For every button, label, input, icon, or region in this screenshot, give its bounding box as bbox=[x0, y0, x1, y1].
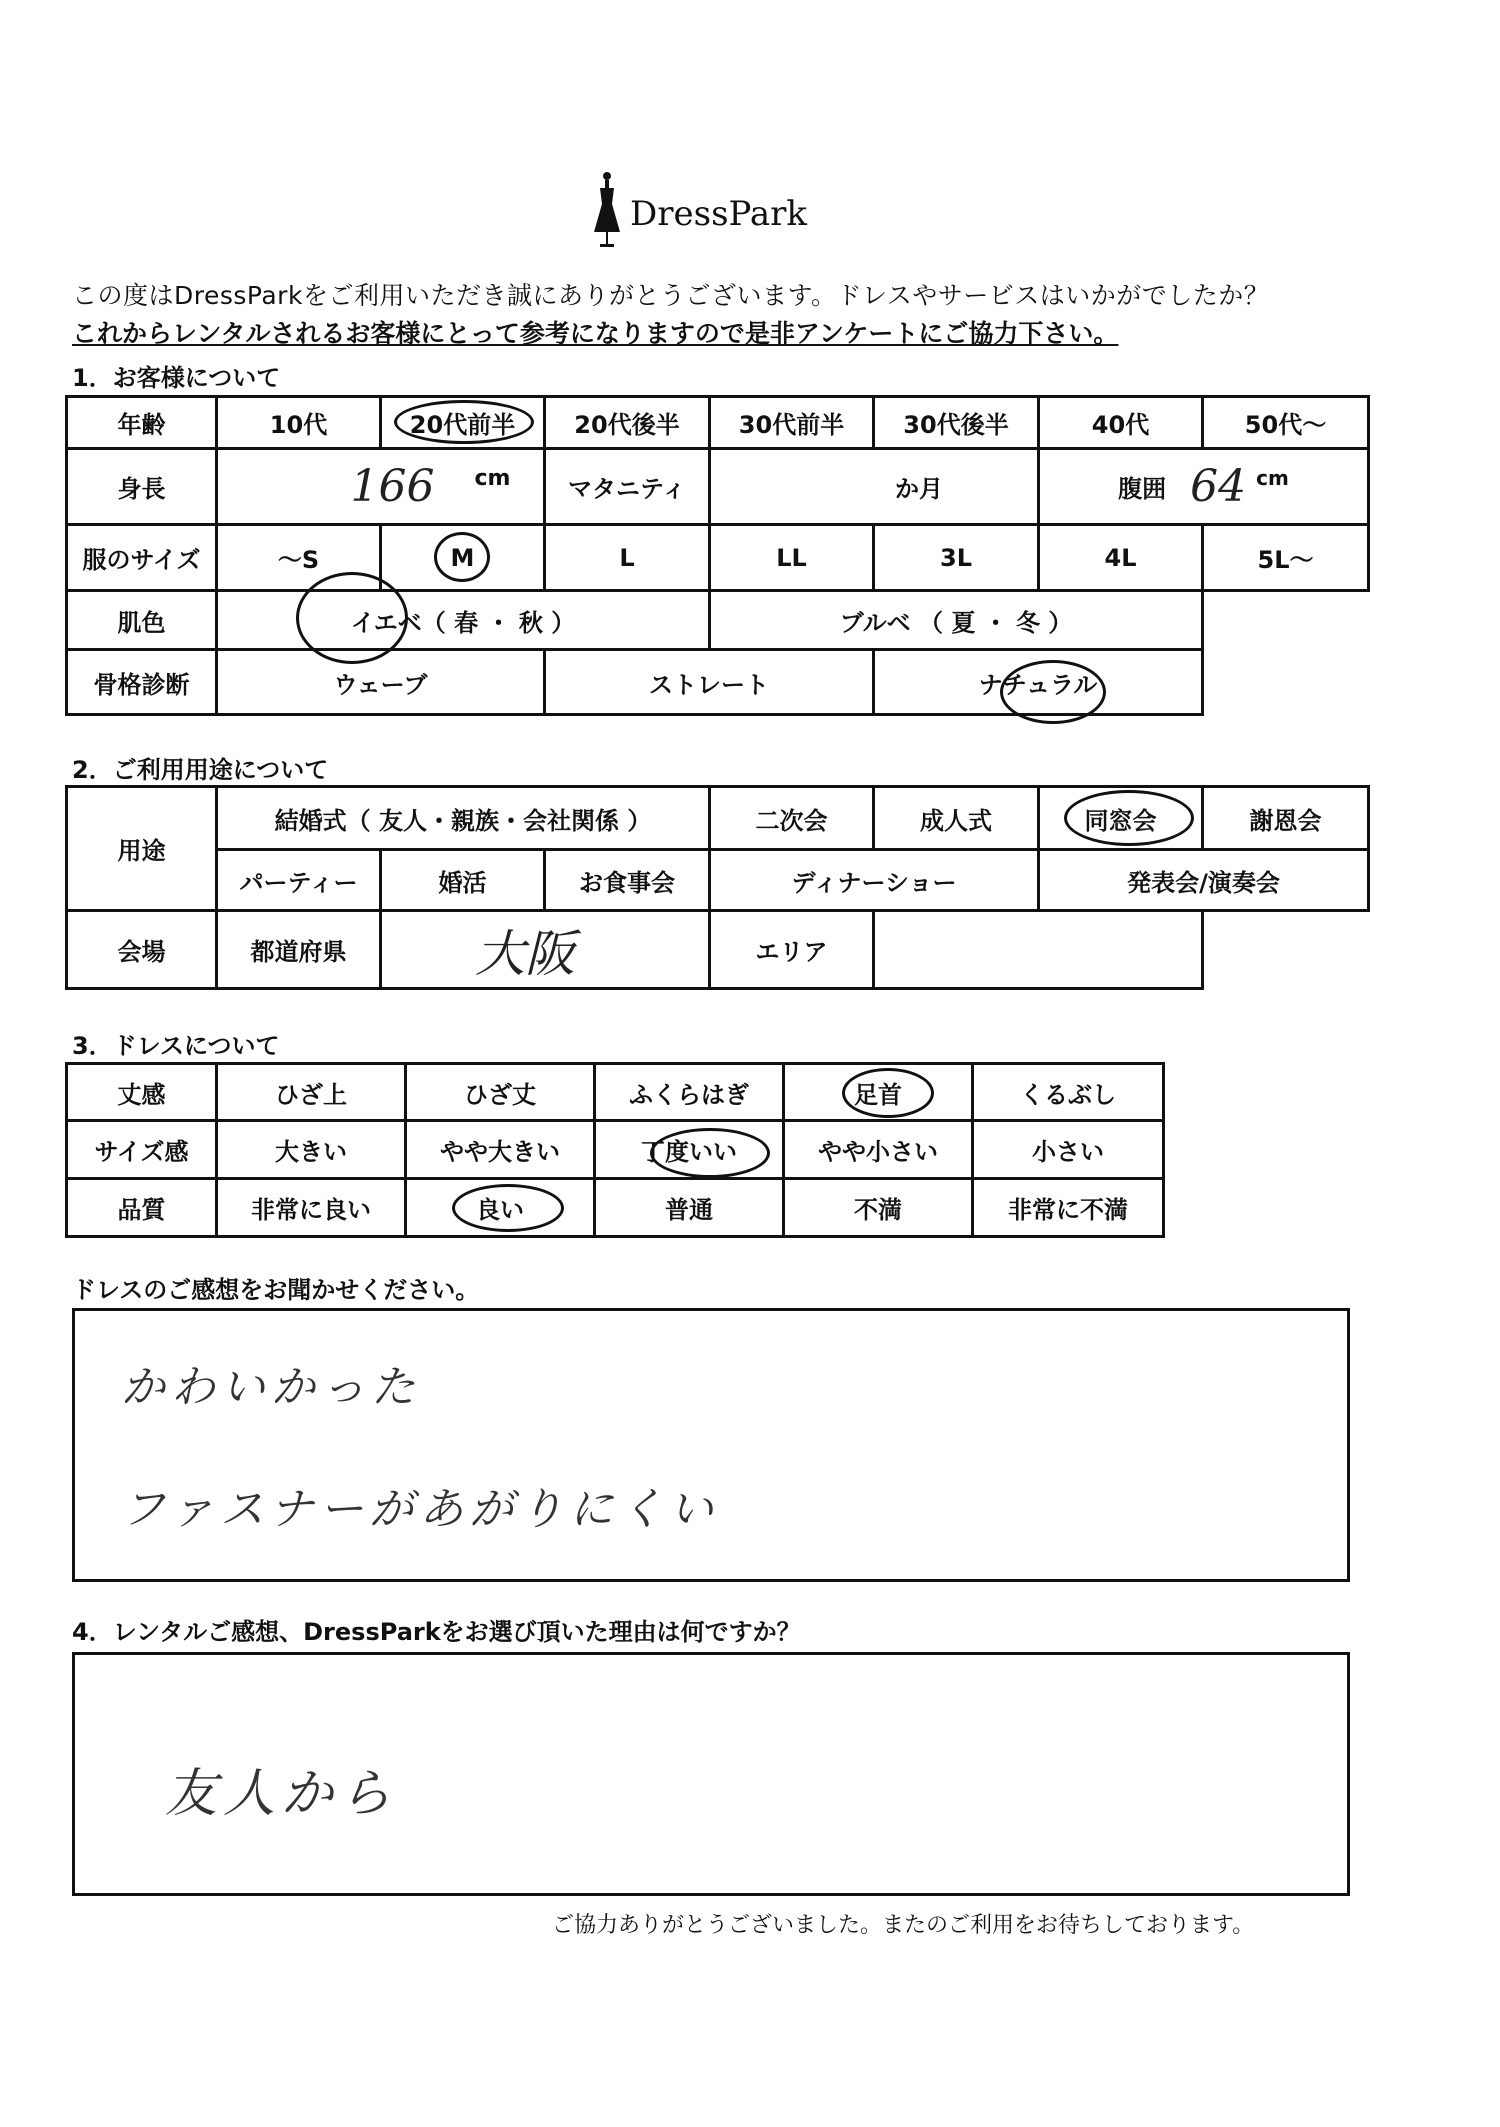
skin-label: 肌色 bbox=[65, 589, 218, 651]
area-field bbox=[872, 909, 1204, 990]
height-value: 166 bbox=[350, 461, 435, 512]
height-field bbox=[215, 447, 546, 526]
age-option: 30代後半 bbox=[872, 395, 1040, 450]
age-option: 10代 bbox=[215, 395, 382, 450]
dress-comment-box bbox=[72, 1308, 1350, 1582]
dress-option: 非常に不満 bbox=[971, 1177, 1165, 1238]
dress-icon bbox=[590, 170, 624, 252]
size-option: 3L bbox=[872, 523, 1040, 592]
dress-comment-line2: ファスナーがあがりにくい bbox=[121, 1484, 720, 1535]
waist-value: 64 bbox=[1190, 461, 1247, 512]
venue-label: 会場 bbox=[65, 909, 218, 990]
prefecture-label: 都道府県 bbox=[215, 909, 382, 990]
size-option: 4L bbox=[1037, 523, 1204, 592]
height-unit: cm bbox=[474, 466, 511, 491]
purpose-option: 発表会/演奏会 bbox=[1037, 848, 1370, 912]
size-option: LL bbox=[708, 523, 875, 592]
skin-option-blue: ブルベ （ 夏 ・ 冬 ） bbox=[708, 589, 1204, 651]
months-unit: か月 bbox=[895, 475, 943, 503]
purpose-option: 結婚式（ 友人・親族・会社関係 ） bbox=[215, 785, 711, 851]
area-label: エリア bbox=[708, 909, 875, 990]
age-label: 年齢 bbox=[65, 395, 218, 450]
size-option: 5L〜 bbox=[1201, 523, 1370, 592]
dress-row-label: 品質 bbox=[65, 1177, 218, 1238]
purpose-option: 成人式 bbox=[872, 785, 1040, 851]
dress-comment-prompt: ドレスのご感想をお聞かせください。 bbox=[72, 1276, 480, 1304]
footer-thanks: ご協力ありがとうございました。またのご利用をお待ちしております。 bbox=[552, 1913, 1255, 1938]
section2-title: 2．ご利用用途について bbox=[72, 756, 329, 784]
age-option: 50代〜 bbox=[1201, 395, 1370, 450]
dress-option: 不満 bbox=[782, 1177, 974, 1238]
purpose-label: 用途 bbox=[65, 785, 218, 912]
dress-option: 大きい bbox=[215, 1119, 407, 1180]
waist-label: 腹囲 bbox=[1118, 475, 1167, 503]
purpose-option: 二次会 bbox=[708, 785, 875, 851]
dress-option: 普通 bbox=[593, 1177, 785, 1238]
brand-name: DressPark bbox=[630, 194, 808, 234]
maternity-field bbox=[708, 447, 1040, 526]
section1-title: 1．お客様について bbox=[72, 364, 281, 392]
frame-option-wave: ウェーブ bbox=[215, 648, 546, 716]
age-option: 20代前半 bbox=[379, 395, 546, 450]
dress-row-label: サイズ感 bbox=[65, 1119, 218, 1180]
purpose-option: 同窓会 bbox=[1037, 785, 1204, 851]
section4-title: 4．レンタルご感想、DressParkをお選び頂いた理由は何ですか？ bbox=[72, 1618, 801, 1646]
size-label: 服のサイズ bbox=[65, 523, 218, 592]
waist-field bbox=[1037, 447, 1370, 526]
purpose-option: 婚活 bbox=[379, 848, 546, 912]
frame-option-natural: ナチュラル bbox=[872, 648, 1204, 716]
purpose-option: パーティー bbox=[215, 848, 382, 912]
purpose-option: 謝恩会 bbox=[1201, 785, 1370, 851]
reason-box bbox=[72, 1652, 1350, 1896]
size-option: M bbox=[379, 523, 546, 592]
purpose-option: ディナーショー bbox=[708, 848, 1040, 912]
maternity-label: マタニティ bbox=[543, 447, 711, 526]
dress-option: 丁度いい bbox=[593, 1119, 785, 1180]
intro-request: これからレンタルされるお客様にとって参考になりますので是非アンケートにご協力下さい。 bbox=[72, 319, 1119, 348]
purpose-option: お食事会 bbox=[543, 848, 711, 912]
prefecture-value: 大阪 bbox=[475, 924, 575, 983]
dress-row-label: 丈感 bbox=[65, 1062, 218, 1122]
age-option: 40代 bbox=[1037, 395, 1204, 450]
dress-option: やや小さい bbox=[782, 1119, 974, 1180]
dress-option: くるぶし bbox=[971, 1062, 1165, 1122]
brand-logo bbox=[590, 170, 830, 252]
waist-unit: cm bbox=[1256, 466, 1289, 490]
frame-option-straight: ストレート bbox=[543, 648, 875, 716]
dress-option: ひざ上 bbox=[215, 1062, 407, 1122]
age-option: 20代後半 bbox=[543, 395, 711, 450]
size-option: L bbox=[543, 523, 711, 592]
frame-label: 骨格診断 bbox=[65, 648, 218, 716]
prefecture-field bbox=[379, 909, 711, 990]
age-option: 30代前半 bbox=[708, 395, 875, 450]
dress-option: ひざ丈 bbox=[404, 1062, 596, 1122]
section3-title: 3．ドレスについて bbox=[72, 1032, 280, 1060]
dress-comment-line1: かわいかった bbox=[121, 1362, 421, 1413]
dress-option: 小さい bbox=[971, 1119, 1165, 1180]
size-option: 〜S bbox=[215, 523, 382, 592]
dress-option: 良い bbox=[404, 1177, 596, 1238]
dress-option: 非常に良い bbox=[215, 1177, 407, 1238]
dress-option: やや大きい bbox=[404, 1119, 596, 1180]
reason-answer: 友人から bbox=[165, 1764, 398, 1824]
dress-option: ふくらはぎ bbox=[593, 1062, 785, 1122]
intro-text: この度はDressParkをご利用いただき誠にありがとうございます。ドレスやサービスはいかがでしたか？ bbox=[72, 281, 1270, 310]
height-label: 身長 bbox=[65, 447, 218, 526]
skin-option-yellow: イエベ（ 春 ・ 秋 ） bbox=[215, 589, 711, 651]
dress-option: 足首 bbox=[782, 1062, 974, 1122]
